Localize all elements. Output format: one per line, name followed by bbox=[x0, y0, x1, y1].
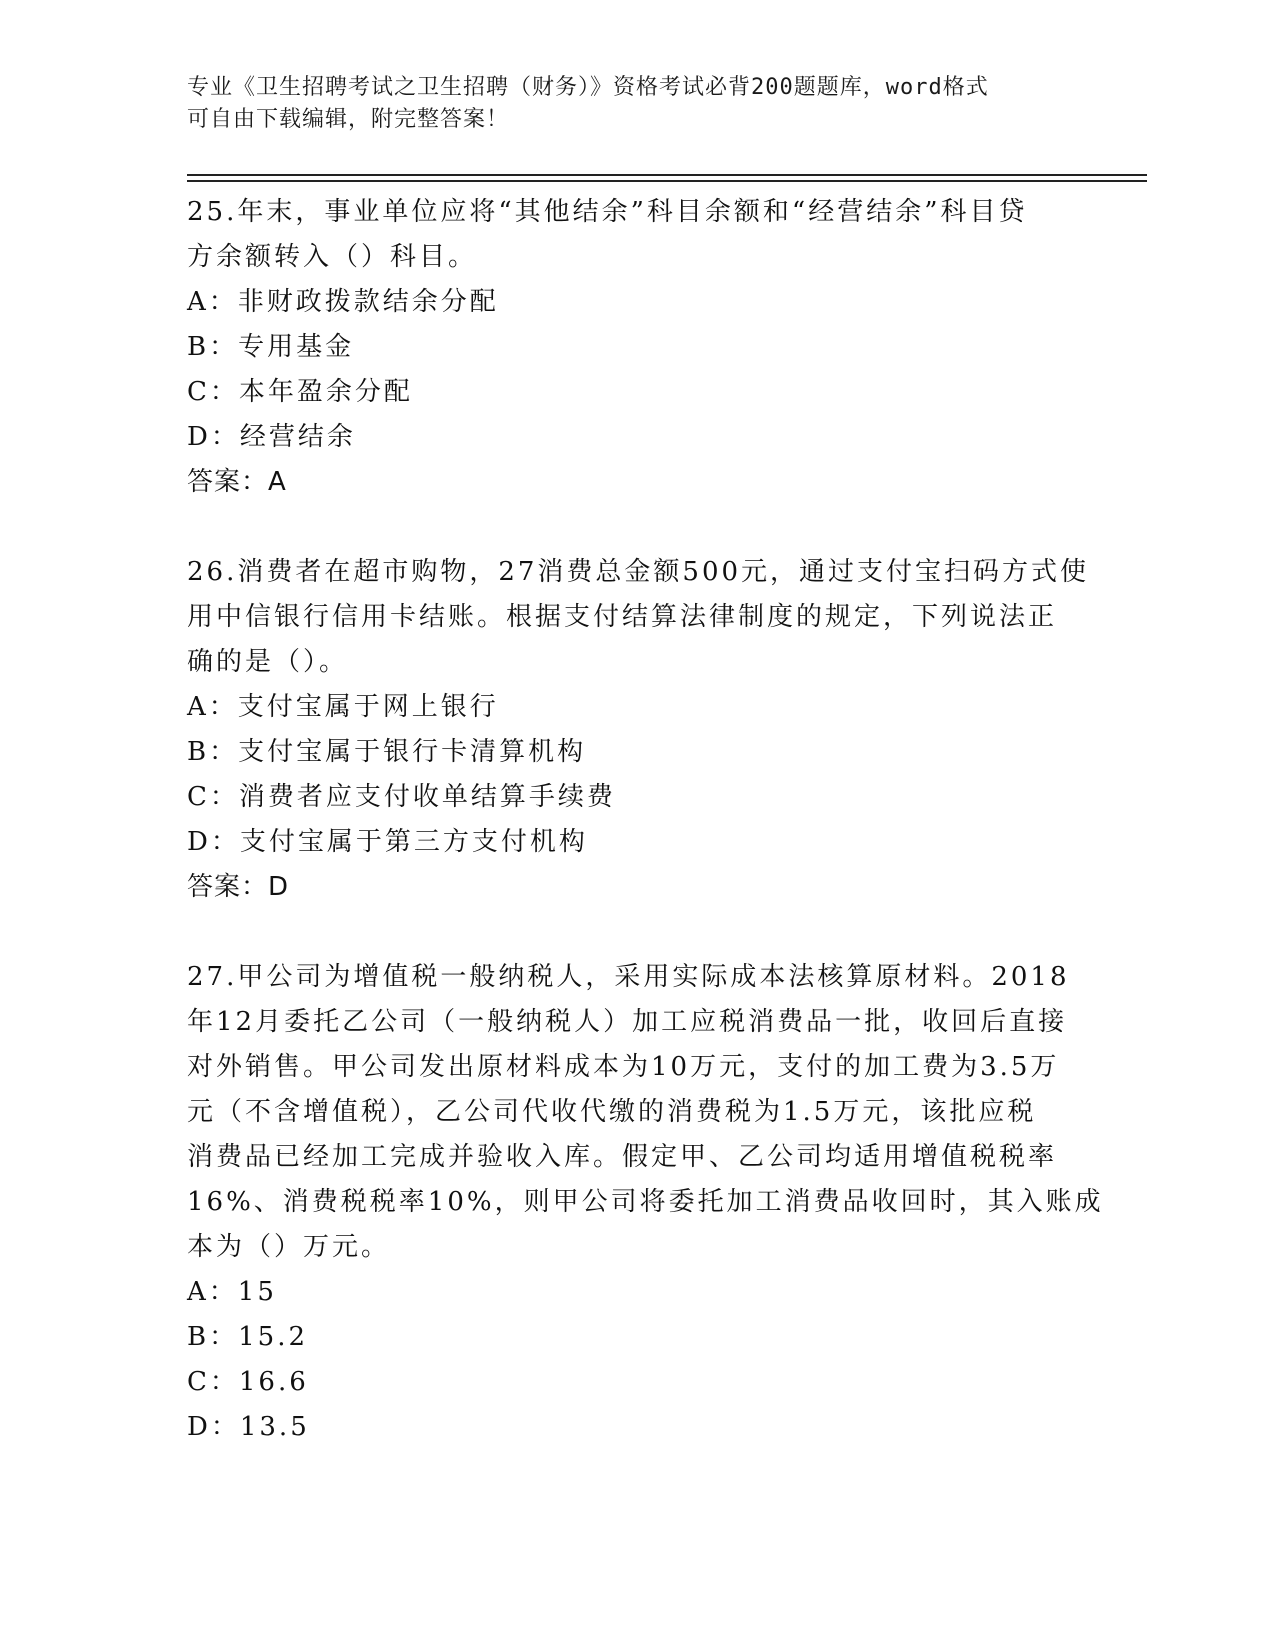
option-d: D：13.5 bbox=[187, 1412, 310, 1442]
question-text-line: 元（不含增值税），乙公司代收代缴的消费税为1.5万元，该批应税 bbox=[187, 1097, 1037, 1127]
question-text-line: 本为（）万元。 bbox=[187, 1232, 391, 1262]
question-text-line: 16%、消费税税率10%，则甲公司将委托加工消费品收回时，其入账成 bbox=[187, 1187, 1104, 1217]
question-text-line: 消费品已经加工完成并验收入库。假定甲、乙公司均适用增值税税率 bbox=[187, 1142, 1058, 1172]
question-text-line: 对外销售。甲公司发出原材料成本为10万元，支付的加工费为3.5万 bbox=[187, 1052, 1060, 1082]
option-c: C：16.6 bbox=[187, 1367, 309, 1397]
question-spacer bbox=[187, 505, 1087, 550]
question-27 bbox=[187, 955, 1104, 1450]
question-list bbox=[187, 190, 1104, 1450]
option-b: B：支付宝属于银行卡清算机构 bbox=[187, 737, 587, 767]
question-25 bbox=[187, 190, 1087, 505]
answer-text: 答案：D bbox=[187, 872, 290, 902]
header-divider-bottom bbox=[187, 180, 1147, 182]
document-header bbox=[187, 72, 1067, 136]
question-text-line: 用中信银行信用卡结账。根据支付结算法律制度的规定，下列说法正 bbox=[187, 602, 1058, 632]
question-spacer bbox=[187, 910, 1087, 955]
option-c: C：本年盈余分配 bbox=[187, 377, 413, 407]
header-line-2: 可自由下载编辑，附完整答案！ bbox=[187, 107, 510, 132]
header-divider-top bbox=[187, 174, 1147, 176]
question-26 bbox=[187, 550, 1090, 910]
option-b: B：15.2 bbox=[187, 1322, 308, 1352]
question-text-line: 27.甲公司为增值税一般纳税人，采用实际成本法核算原材料。2018 bbox=[187, 962, 1070, 992]
option-c: C：消费者应支付收单结算手续费 bbox=[187, 782, 616, 812]
option-a: A：15 bbox=[187, 1277, 277, 1307]
question-text-line: 确的是（）。 bbox=[187, 647, 349, 677]
option-a: A：非财政拨款结余分配 bbox=[187, 287, 499, 317]
question-text-line: 方余额转入（）科目。 bbox=[187, 242, 478, 272]
option-b: B：专用基金 bbox=[187, 332, 355, 362]
option-a: A：支付宝属于网上银行 bbox=[187, 692, 499, 722]
answer-text: 答案：A bbox=[187, 467, 287, 497]
question-text-line: 25.年末，事业单位应将“其他结余”科目余额和“经营结余”科目贷 bbox=[187, 197, 1028, 227]
question-text-line: 26.消费者在超市购物，27消费总金额500元，通过支付宝扫码方式使 bbox=[187, 557, 1090, 587]
option-d: D：经营结余 bbox=[187, 422, 356, 452]
option-d: D：支付宝属于第三方支付机构 bbox=[187, 827, 588, 857]
question-text-line: 年12月委托乙公司（一般纳税人）加工应税消费品一批，收回后直接 bbox=[187, 1007, 1068, 1037]
header-line-1: 专业《卫生招聘考试之卫生招聘（财务）》资格考试必背200题题库，word格式 bbox=[187, 75, 989, 100]
